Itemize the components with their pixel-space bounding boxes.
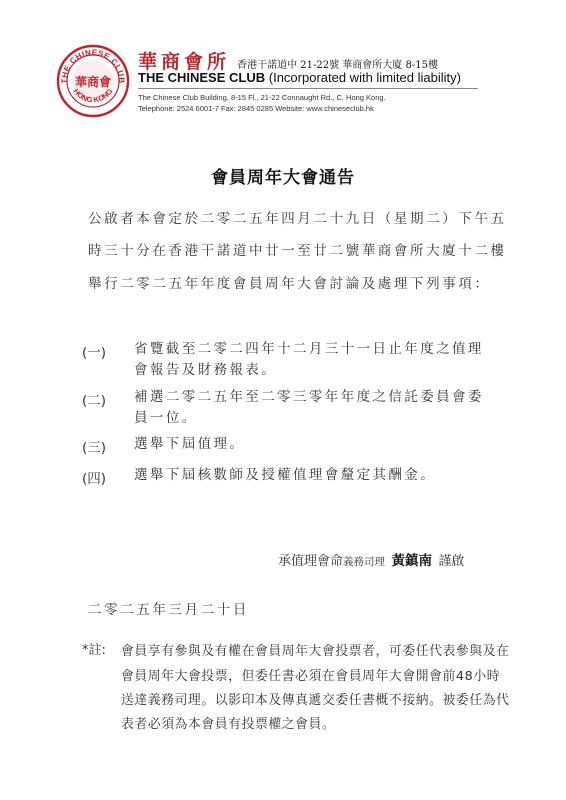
notice-date: 二零二五年三月二十日 xyxy=(88,602,249,618)
agenda-item-4 xyxy=(134,465,436,486)
note-line-4: 表者必須為本會員有投票權之會員。 xyxy=(121,717,336,732)
notice-title: 會員周年大會通告 xyxy=(211,168,355,188)
agenda-item-1-line-2: 會報告及財務報表。 xyxy=(134,362,278,378)
letterhead-divider xyxy=(138,88,478,89)
agenda-number-4: (四) xyxy=(82,471,107,487)
chinese-club-logo xyxy=(56,44,130,118)
agenda-number-2: (二) xyxy=(82,393,107,409)
agenda-item-3 xyxy=(134,434,245,455)
note-line-1: 會員享有參與及有權在會員周年大會投票者，可委任代表參與及在 xyxy=(121,644,510,659)
agenda-item-1 xyxy=(134,339,484,381)
logo-text-bottom: HONG KONG xyxy=(71,86,115,105)
logo-text-top: THE CHINESE CLUB xyxy=(59,47,127,84)
paragraph-line-3: 舉行二零二五年年度會員周年大會討論及處理下列事項： xyxy=(88,276,491,292)
signature-suffix: 謹啟 xyxy=(438,554,465,569)
note-line-3: 送達義務司理。以影印本及傳真遞交委任書概不接納。被委任為代 xyxy=(121,693,510,708)
agenda-item-1-line-1: 省覽截至二零二四年十二月三十一日止年度之值理 xyxy=(134,341,484,357)
note-line-2: 會員周年大會投票，但委任書必須在會員周年大會開會前48小時 xyxy=(121,669,501,684)
logo-center-text: 華商會 xyxy=(74,75,112,89)
paragraph-line-2: 時三十分在香港干諾道中廿一至廿二號華商會所大廈十二樓 xyxy=(88,243,507,259)
club-english-address: The Chinese Club Building, 8-15 Fl., 21-22 Connaught Rd., C. Hong Kong. xyxy=(138,93,386,102)
signature-block xyxy=(278,549,465,569)
club-chinese-name: 華商會所 xyxy=(138,51,231,73)
club-chinese-address: 香港干諾道中 21-22號 華商會所大廈 8-15樓 xyxy=(237,60,438,71)
agenda-number-1: (一) xyxy=(82,345,107,361)
agenda-item-4-line-1: 選舉下屆核數師及授權值理會釐定其酬金。 xyxy=(134,467,437,483)
signature-role: 義務司理 xyxy=(343,556,386,568)
club-contact-info: Telephone: 2524 6001-7 Fax: 2845 0285 Website: www.chineseclub.hk xyxy=(138,104,374,113)
note-label: *註: xyxy=(82,643,106,658)
signature-prefix: 承值理會命 xyxy=(278,554,344,569)
letterhead-english-line xyxy=(138,70,461,85)
club-english-name: THE CHINESE CLUB xyxy=(138,70,266,85)
signature-name: 黃鎮南 xyxy=(391,553,433,569)
agenda-item-3-line-1: 選舉下屆值理。 xyxy=(134,436,246,452)
club-incorporated-note: (Incorporated with limited liability) xyxy=(268,70,461,85)
agenda-item-2-line-1: 補選二零二五年至二零三零年年度之信託委員會委 xyxy=(134,389,484,405)
agenda-number-3: (三) xyxy=(82,440,107,456)
paragraph-line-1: 公啟者本會定於二零二五年四月二十九日（星期二）下午五 xyxy=(88,211,507,227)
agenda-item-2 xyxy=(134,387,484,429)
agenda-item-2-line-2: 員一位。 xyxy=(134,410,198,426)
